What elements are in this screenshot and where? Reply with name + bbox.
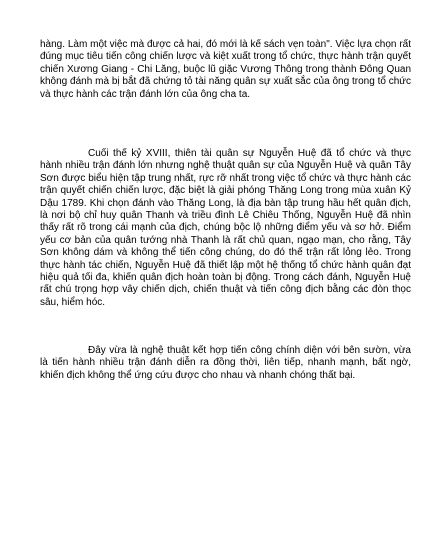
- paragraph-2: Cuối thế kỷ XVIII, thiên tài quân sự Nguyễn Huệ đã tổ chức và thực hành nhiều trận đánh lớn nhưng nghệ thuật quân sự của Nguyễn Huệ và quân Tây Sơn được biểu hiện tập trung nhất, rực rỡ nhất trong việc tổ chức và thực hành các trận quyết chiến chiến lược, đặc biệt là giải phóng Thăng Long trong mùa xuân Kỷ Dậu 1789. Khi chọn đánh vào Thăng Long, là địa bàn tập trung hầu hết quân địch, là nơi bộ chỉ huy quân Thanh và triều đình Lê Chiêu Thống, Nguyễn Huệ đã nhìn thấy rất rõ trong cái mạnh của địch, chúng bộc lộ những điểm yếu và sơ hở. Điểm yếu cơ bản của quân tướng nhà Thanh là rất chủ quan, ngạo mạn, cho rằng, Tây Sơn không dám và không thể tiến công chúng, do đó thế trận rất lỏng lẻo. Trong thực hành tác chiến, Nguyễn Huệ đã thiết lập một hệ thống tổ chức hành quân đạt hiệu quả tối đa, khiến quân địch hoàn toàn bị động. Trong cách đánh, Nguyễn Huệ rất chú trọng hợp vây chiến dịch, chiến thuật và tiến công địch bằng các đòn thọc sâu, hiểm hóc.: [40, 148, 411, 308]
- paragraph-3: Đây vừa là nghệ thuật kết hợp tiến công chính diện với bên sườn, vừa là tiến hành nhiều trận đánh diễn ra đồng thời, liên tiếp, nhanh mạnh, bất ngờ, khiến địch không thể ứng cứu được cho nhau và nhanh chóng thất bại.: [40, 345, 411, 381]
- paragraph-1: hàng. Làm một việc mà được cả hai, đó mới là kế sách vẹn toàn". Việc lựa chọn rất đúng mục tiêu tiến công chiến lược và kiệt xuất trong tổ chức, thực hành trận quyết chiến Xương Giang - Chi Lăng, buộc lũ giặc Vương Thông trong thành Đông Quan không đánh mà bị bắt đã chứng tỏ tài năng quân sự xuất sắc của ông trong tổ chức và thực hành các trận đánh lớn của ông cha ta.: [40, 39, 411, 100]
